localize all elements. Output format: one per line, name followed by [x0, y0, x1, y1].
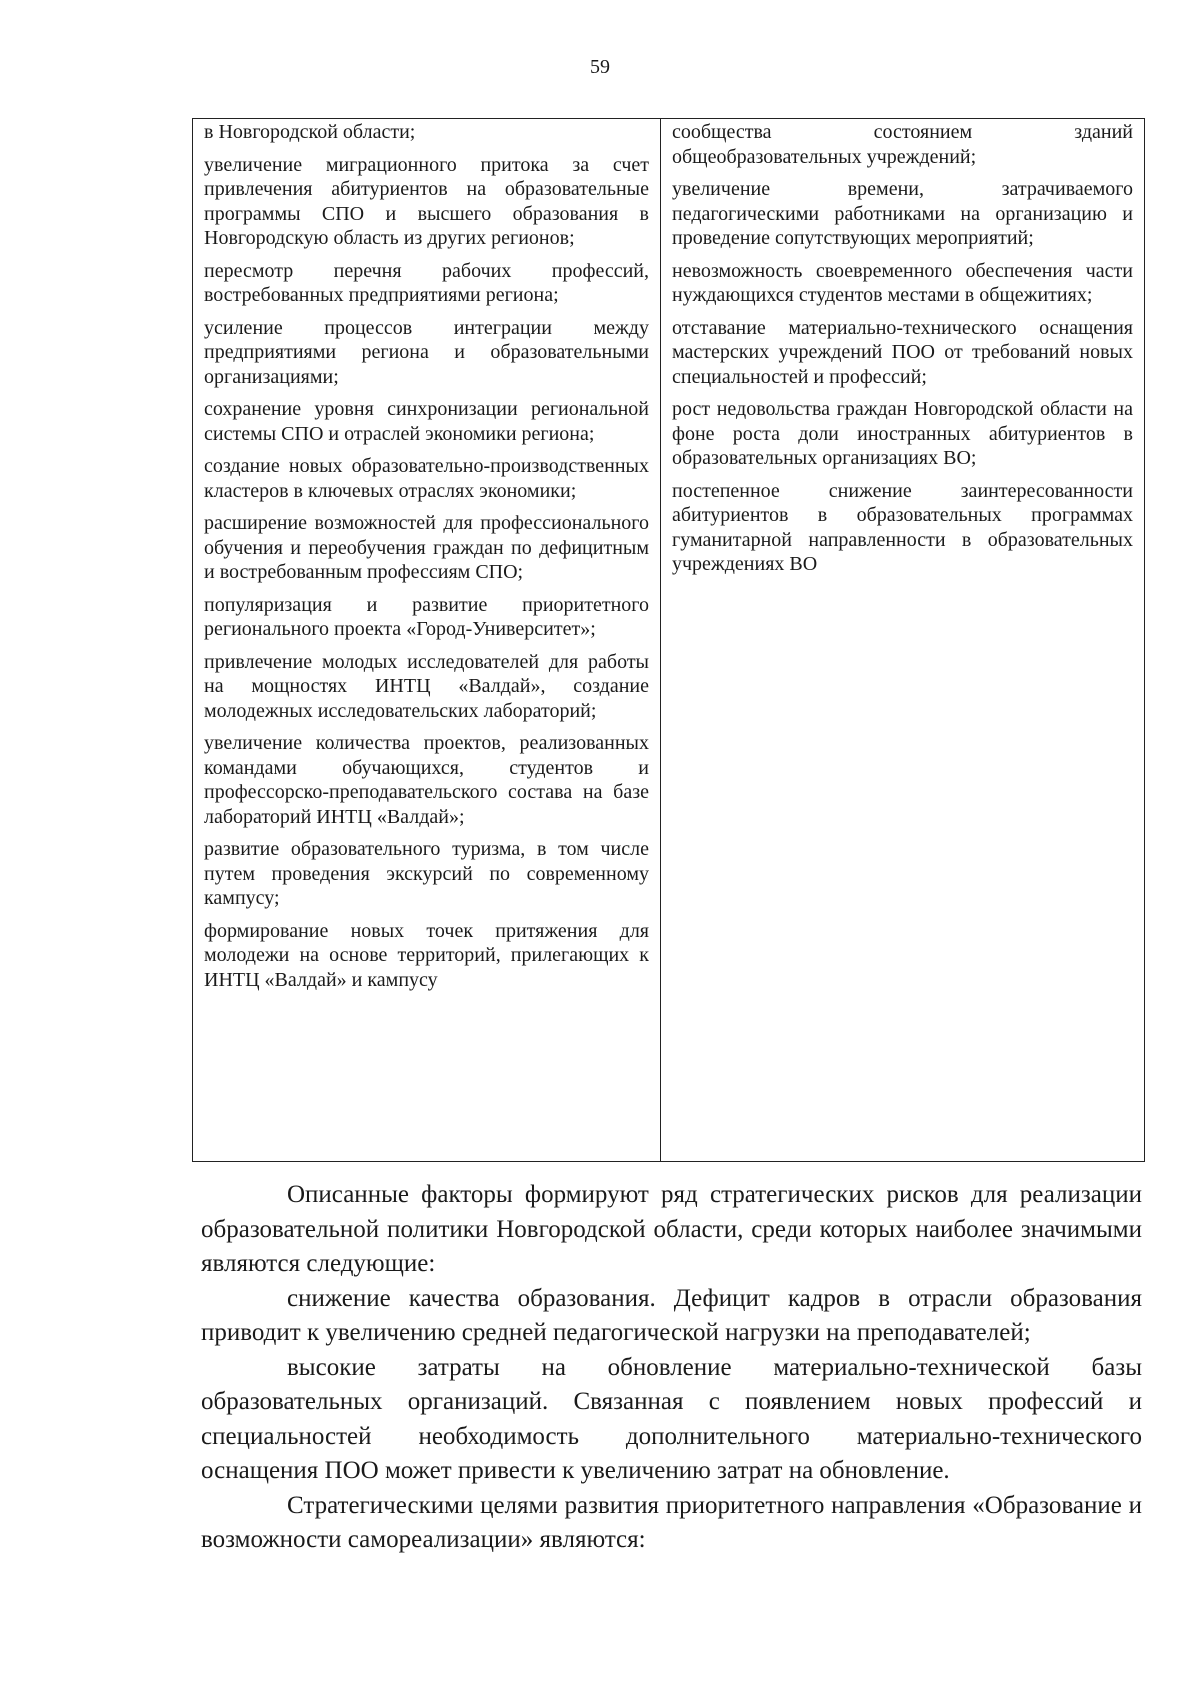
table-cell: в Новгородской области;: [204, 121, 416, 143]
table-cell: развитие образовательного туризма, в том числе путем проведения экскурсий по современному кампусу;: [204, 838, 649, 909]
table-cell: рост недовольства граждан Новгородской области на фоне роста доли иностранных абитуриентов в образовательных организациях ВО;: [672, 398, 1133, 469]
table-cell: привлечение молодых исследователей для работы на мощностях ИНТЦ «Валдай», создание молодежных исследовательских лабораторий;: [204, 650, 649, 722]
page-number: 59: [590, 56, 610, 78]
table-column-opportunities: [193, 119, 661, 1161]
table-cell: усиление процессов интеграции между предприятиями региона и образовательными организациями;: [204, 316, 649, 388]
table-cell: расширение возможностей для профессионального обучения и переобучения граждан по дефицитным и востребованным профессиям СПО;: [204, 512, 649, 583]
body-text: [201, 1178, 1142, 1558]
table-cell: постепенное снижение заинтересованности абитуриентов в образовательных программах гуманитарной направленности в образовательных учреждениях ВО: [672, 479, 1133, 575]
table-cell: невозможность своевременного обеспечения части нуждающихся студентов местами в общежитиях;: [672, 259, 1133, 306]
table-cell: увеличение времени, затрачиваемого педагогическими работниками на организацию и проведение сопутствующих мероприятий;: [672, 178, 1133, 249]
table-cell: сообщества состоянием зданий общеобразовательных учреждений;: [672, 121, 1133, 168]
table-cell: создание новых образовательно-производственных кластеров в ключевых отраслях экономики;: [204, 455, 649, 502]
table-cell: популяризация и развитие приоритетного регионального проекта «Город-Университет»;: [204, 593, 649, 640]
body-paragraph: Описанные факторы формируют ряд стратегических рисков для реализации образовательной политики Новгородской области, среди которых наиболее значимыми являются следующие:: [201, 1181, 1142, 1277]
body-paragraph: высокие затраты на обновление материально-технической базы образовательных организаций. Связанная с появлением новых профессий и специальностей необходимость дополнительного материально-технического оснащения ПОО может привести к увеличению затрат на обновление.: [201, 1353, 1142, 1484]
table-cell: сохранение уровня синхронизации региональной системы СПО и отраслей экономики региона;: [204, 398, 649, 445]
factors-table: [192, 118, 1145, 1162]
body-paragraph: Стратегическими целями развития приоритетного направления «Образование и возможности самореализации» являются:: [201, 1491, 1142, 1553]
table-cell: формирование новых точек притяжения для молодежи на основе территорий, прилегающих к ИНТЦ «Валдай» и кампусу: [204, 919, 649, 991]
table-cell: увеличение количества проектов, реализованных командами обучающихся, студентов и профессорско-преподавательского состава на базе лабораторий ИНТЦ «Валдай»;: [204, 732, 649, 828]
table-cell: отставание материально-технического оснащения мастерских учреждений ПОО от требований новых специальностей и профессий;: [672, 316, 1133, 388]
table-column-threats: [661, 119, 1144, 1161]
table-cell: пересмотр перечня рабочих профессий, востребованных предприятиями региона;: [204, 259, 649, 306]
table-cell: увеличение миграционного притока за счет привлечения абитуриентов на образовательные программы СПО и высшего образования в Новгородскую область из других регионов;: [204, 153, 649, 249]
body-paragraph: снижение качества образования. Дефицит кадров в отрасли образования приводит к увеличению средней педагогической нагрузки на преподавателей;: [201, 1284, 1142, 1346]
